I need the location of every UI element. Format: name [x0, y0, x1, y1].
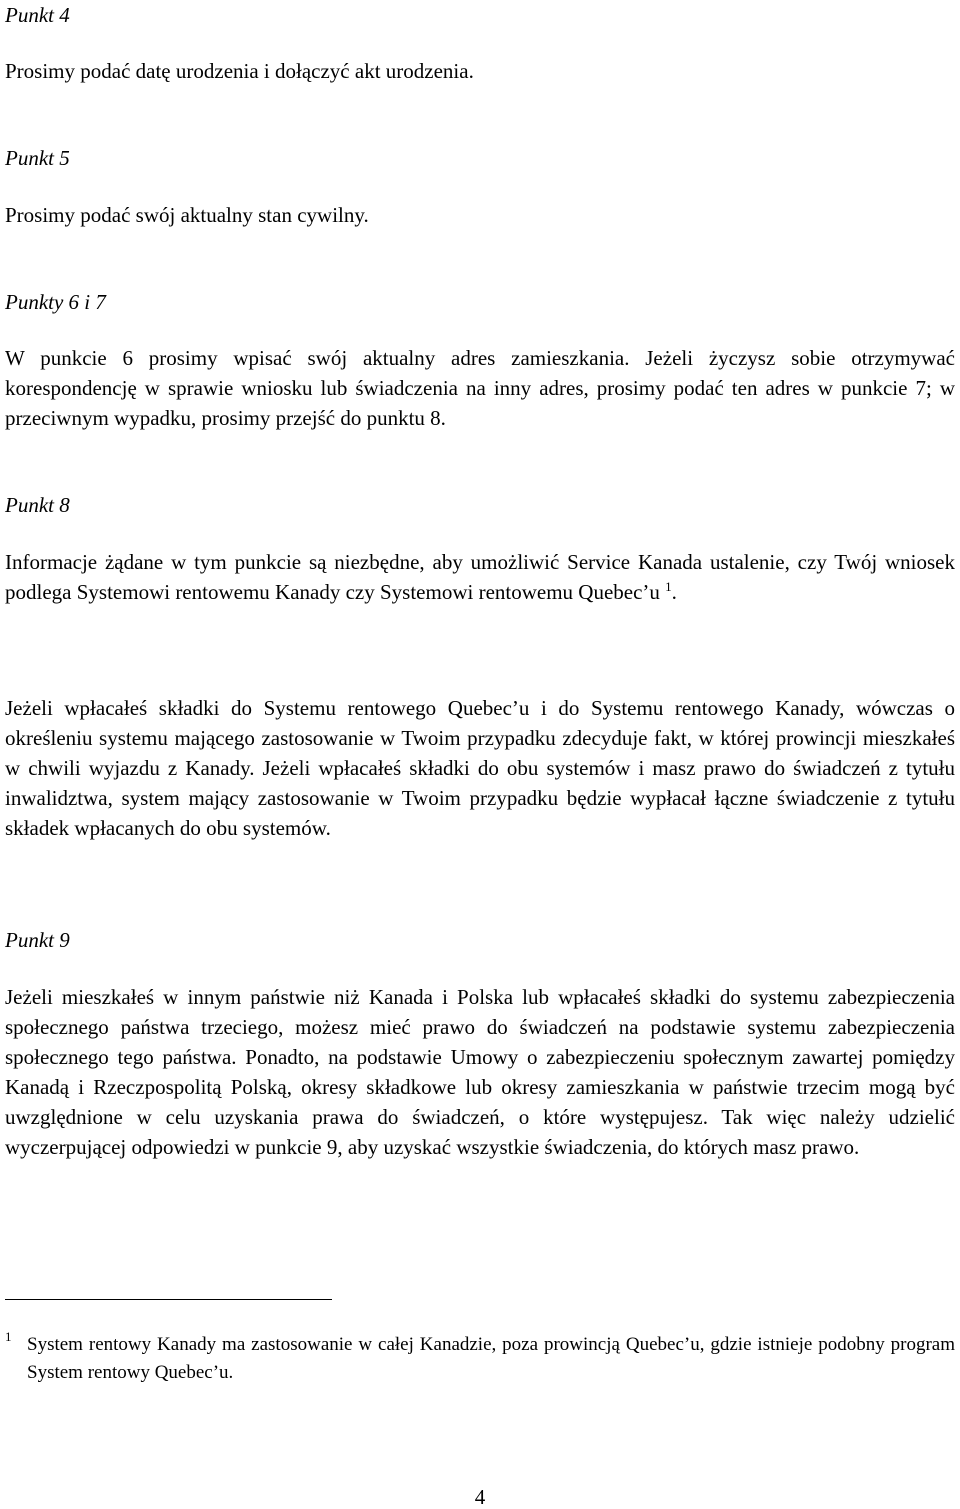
page-number: 4 [474, 1485, 486, 1509]
heading-punkt-4: Punkt 4 [5, 3, 70, 27]
paragraph-punkty-6-7: W punkcie 6 prosimy wpisać swój aktualny adres zamieszkania. Jeżeli życzysz sobie otrzymywać korespondencję w sprawie wniosku lub świadczenia na inny adres, prosimy podać ten adres w punkcie 7; w przeciwnym wypadku, prosimy przejść do punktu 8. [5, 346, 955, 430]
paragraph-punkt-9: Jeżeli mieszkałeś w innym państwie niż Kanada i Polska lub wpłacałeś składki do systemu zabezpieczenia społecznego państwa trzeciego, możesz mieć prawo do świadczeń na podstawie systemu zabezpieczenia społecznego tego państwa. Ponadto, na podstawie Umowy o zabezpieczeniu społecznym zawartej pomiędzy Kanadą i Rzeczpospolitą Polską, okresy składkowe lub okresy zamieszkania w państwie trzecim mogą być uwzględnione w celu uzyskania prawa do świadczeń, o które występujesz. Tak więc należy udzielić wyczerpującej odpowiedzi w punkcie 9, aby uzyskać wszystkie świadczenia, do których masz prawo. [5, 985, 955, 1159]
heading-punkt-8: Punkt 8 [5, 493, 70, 517]
paragraph-punkt-8-second: Jeżeli wpłacałeś składki do Systemu rentowego Quebec’u i do Systemu rentowego Kanady, wówczas o określeniu systemu mającego zastosowanie w Twoim przypadku zdecyduje fakt, w której prowincji mieszkałeś w chwili wyjazdu z Kanady. Jeżeli wpłacałeś składki do obu systemów i masz prawo do świadczeń z tytułu inwalidztwa, system mający zastosowanie w Twoim przypadku będzie wypłacał łączne świadczenie z tytułu składek wpłacanych do obu systemów. [5, 696, 955, 840]
paragraph-punkt-8-first [5, 547, 955, 607]
footnote-reference: 1 [665, 579, 672, 594]
footnote-separator [5, 1299, 332, 1300]
footnote-text: System rentowy Kanady ma zastosowanie w całej Kanadzie, poza prowincją Quebec’u, gdzie istnieje podobny program System rentowy Quebec’u. [27, 1334, 955, 1383]
paragraph-punkt-5: Prosimy podać swój aktualny stan cywilny. [5, 203, 369, 227]
paragraph-punkt-4: Prosimy podać datę urodzenia i dołączyć akt urodzenia. [5, 59, 474, 83]
heading-punkty-6-7: Punkty 6 i 7 [5, 290, 106, 314]
heading-punkt-9: Punkt 9 [5, 928, 70, 952]
footnote-mark: 1 [5, 1329, 12, 1344]
heading-punkt-5: Punkt 5 [5, 146, 70, 170]
footnote [5, 1331, 955, 1387]
paragraph-punkt-8-first-end: . [671, 580, 677, 604]
paragraph-punkt-8-first-text: Informacje żądane w tym punkcie są niezbędne, aby umożliwić Service Kanada ustalenie, czy Twój wniosek podlega Systemowi rentowemu Kanady czy Systemowi rentowemu Quebec’u [5, 550, 955, 604]
